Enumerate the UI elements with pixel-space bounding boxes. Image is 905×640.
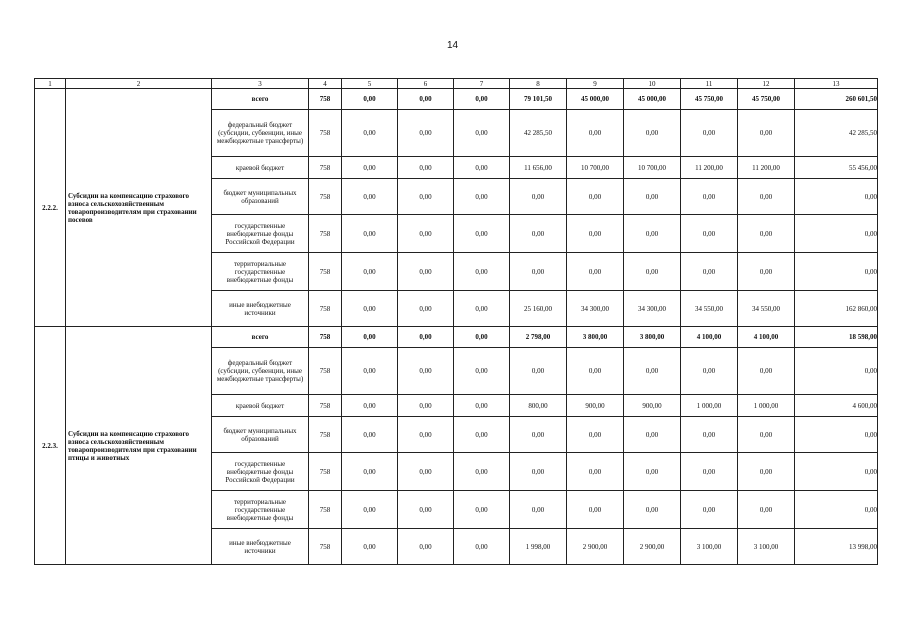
- amount-cell: 0,00: [510, 348, 567, 395]
- total-amount: 260 601,50: [795, 89, 878, 110]
- amount-cell: 0,00: [398, 453, 454, 491]
- amount-cell: 0,00: [681, 491, 738, 529]
- amount-cell: 900,00: [567, 395, 624, 417]
- amount-cell: 79 101,50: [510, 89, 567, 110]
- grbs-code: 758: [309, 215, 342, 253]
- amount-cell: 3 800,00: [567, 327, 624, 348]
- grbs-code: 758: [309, 327, 342, 348]
- amount-cell: 0,00: [342, 491, 398, 529]
- amount-cell: 0,00: [567, 110, 624, 157]
- column-number: 2: [66, 79, 212, 89]
- amount-cell: 0,00: [454, 327, 510, 348]
- total-amount: 55 456,00: [795, 157, 878, 179]
- item-description: Субсидии на компенсацию страхового взноса сельскохозяйственным товаропроизводителям при страховании посевов: [66, 89, 212, 327]
- amount-cell: 0,00: [398, 491, 454, 529]
- amount-cell: 1 998,00: [510, 529, 567, 565]
- amount-cell: 0,00: [398, 529, 454, 565]
- column-number: 3: [212, 79, 309, 89]
- amount-cell: 0,00: [342, 215, 398, 253]
- item-code: 2.2.2.: [35, 89, 66, 327]
- funding-source: краевой бюджет: [212, 157, 309, 179]
- funding-source: бюджет муниципальных образований: [212, 417, 309, 453]
- amount-cell: 0,00: [738, 215, 795, 253]
- amount-cell: 0,00: [342, 529, 398, 565]
- grbs-code: 758: [309, 417, 342, 453]
- amount-cell: 0,00: [681, 348, 738, 395]
- amount-cell: 0,00: [454, 110, 510, 157]
- amount-cell: 0,00: [454, 395, 510, 417]
- amount-cell: 0,00: [342, 89, 398, 110]
- amount-cell: 0,00: [624, 453, 681, 491]
- funding-source: территориальные государственные внебюджетные фонды: [212, 491, 309, 529]
- amount-cell: 3 100,00: [681, 529, 738, 565]
- column-number: 7: [454, 79, 510, 89]
- funding-source: краевой бюджет: [212, 395, 309, 417]
- grbs-code: 758: [309, 348, 342, 395]
- amount-cell: 0,00: [681, 453, 738, 491]
- column-number: 10: [624, 79, 681, 89]
- amount-cell: 3 100,00: [738, 529, 795, 565]
- amount-cell: 45 750,00: [681, 89, 738, 110]
- amount-cell: 0,00: [342, 291, 398, 327]
- amount-cell: 0,00: [567, 453, 624, 491]
- amount-cell: 0,00: [624, 348, 681, 395]
- amount-cell: 0,00: [624, 215, 681, 253]
- column-number: 1: [35, 79, 66, 89]
- grbs-code: 758: [309, 395, 342, 417]
- grbs-code: 758: [309, 529, 342, 565]
- total-amount: 42 285,50: [795, 110, 878, 157]
- page-number: 14: [446, 40, 459, 51]
- amount-cell: 34 300,00: [624, 291, 681, 327]
- total-amount: 13 998,00: [795, 529, 878, 565]
- amount-cell: 11 656,00: [510, 157, 567, 179]
- item-description: Субсидии на компенсацию страхового взноса сельскохозяйственным товаропроизводителям при страховании птицы и животных: [66, 327, 212, 565]
- amount-cell: 0,00: [398, 291, 454, 327]
- amount-cell: 0,00: [454, 291, 510, 327]
- amount-cell: 0,00: [454, 453, 510, 491]
- grbs-code: 758: [309, 110, 342, 157]
- table-row: [35, 327, 878, 348]
- amount-cell: 0,00: [738, 110, 795, 157]
- column-number: 12: [738, 79, 795, 89]
- column-number: 6: [398, 79, 454, 89]
- amount-cell: 0,00: [738, 491, 795, 529]
- funding-source: бюджет муниципальных образований: [212, 179, 309, 215]
- amount-cell: 34 550,00: [738, 291, 795, 327]
- grbs-code: 758: [309, 253, 342, 291]
- total-amount: 0,00: [795, 179, 878, 215]
- total-amount: 0,00: [795, 253, 878, 291]
- amount-cell: 0,00: [681, 215, 738, 253]
- grbs-code: 758: [309, 291, 342, 327]
- amount-cell: 1 000,00: [738, 395, 795, 417]
- amount-cell: 0,00: [398, 417, 454, 453]
- grbs-code: 758: [309, 491, 342, 529]
- amount-cell: 0,00: [567, 417, 624, 453]
- funding-source: федеральный бюджет (субсидии, субвенции, иные межбюджетные трансферты): [212, 110, 309, 157]
- amount-cell: 10 700,00: [567, 157, 624, 179]
- amount-cell: 0,00: [510, 179, 567, 215]
- grbs-code: 758: [309, 157, 342, 179]
- amount-cell: 0,00: [342, 157, 398, 179]
- amount-cell: 2 900,00: [567, 529, 624, 565]
- funding-source: государственные внебюджетные фонды Российской Федерации: [212, 453, 309, 491]
- amount-cell: 800,00: [510, 395, 567, 417]
- table-row: [35, 89, 878, 110]
- amount-cell: 0,00: [567, 348, 624, 395]
- amount-cell: 0,00: [510, 253, 567, 291]
- amount-cell: 45 000,00: [567, 89, 624, 110]
- funding-source: государственные внебюджетные фонды Российской Федерации: [212, 215, 309, 253]
- column-number: 8: [510, 79, 567, 89]
- total-amount: 0,00: [795, 215, 878, 253]
- funding-source: территориальные государственные внебюджетные фонды: [212, 253, 309, 291]
- funding-source: всего: [212, 327, 309, 348]
- amount-cell: 0,00: [624, 179, 681, 215]
- amount-cell: 0,00: [681, 179, 738, 215]
- amount-cell: 0,00: [738, 348, 795, 395]
- amount-cell: 0,00: [567, 491, 624, 529]
- column-number: 11: [681, 79, 738, 89]
- amount-cell: 0,00: [681, 110, 738, 157]
- amount-cell: 0,00: [342, 110, 398, 157]
- grbs-code: 758: [309, 179, 342, 215]
- amount-cell: 0,00: [454, 179, 510, 215]
- total-amount: 0,00: [795, 491, 878, 529]
- amount-cell: 0,00: [398, 395, 454, 417]
- column-number-row: [35, 79, 878, 89]
- amount-cell: 34 300,00: [567, 291, 624, 327]
- amount-cell: 0,00: [398, 157, 454, 179]
- amount-cell: 0,00: [342, 348, 398, 395]
- amount-cell: 0,00: [454, 491, 510, 529]
- total-amount: 162 860,00: [795, 291, 878, 327]
- amount-cell: 0,00: [454, 348, 510, 395]
- funding-source: иные внебюджетные источники: [212, 291, 309, 327]
- grbs-code: 758: [309, 89, 342, 110]
- amount-cell: 0,00: [454, 253, 510, 291]
- column-number: 4: [309, 79, 342, 89]
- amount-cell: 0,00: [454, 89, 510, 110]
- amount-cell: 0,00: [624, 253, 681, 291]
- amount-cell: 0,00: [454, 529, 510, 565]
- funding-source: всего: [212, 89, 309, 110]
- amount-cell: 0,00: [624, 417, 681, 453]
- amount-cell: 25 160,00: [510, 291, 567, 327]
- amount-cell: 42 285,50: [510, 110, 567, 157]
- amount-cell: 0,00: [510, 491, 567, 529]
- amount-cell: 2 900,00: [624, 529, 681, 565]
- amount-cell: 0,00: [738, 417, 795, 453]
- amount-cell: 0,00: [342, 417, 398, 453]
- funding-source: федеральный бюджет (субсидии, субвенции, иные межбюджетные трансферты): [212, 348, 309, 395]
- amount-cell: 0,00: [681, 417, 738, 453]
- amount-cell: 11 200,00: [738, 157, 795, 179]
- amount-cell: 0,00: [398, 110, 454, 157]
- total-amount: 0,00: [795, 417, 878, 453]
- amount-cell: 0,00: [342, 179, 398, 215]
- grbs-code: 758: [309, 453, 342, 491]
- amount-cell: 0,00: [681, 253, 738, 291]
- amount-cell: 0,00: [342, 453, 398, 491]
- column-number: 5: [342, 79, 398, 89]
- total-amount: 0,00: [795, 453, 878, 491]
- amount-cell: 0,00: [738, 453, 795, 491]
- amount-cell: 0,00: [342, 327, 398, 348]
- item-code: 2.2.3.: [35, 327, 66, 565]
- total-amount: 0,00: [795, 348, 878, 395]
- amount-cell: 900,00: [624, 395, 681, 417]
- total-amount: 4 600,00: [795, 395, 878, 417]
- amount-cell: 0,00: [342, 395, 398, 417]
- amount-cell: 4 100,00: [738, 327, 795, 348]
- amount-cell: 0,00: [398, 179, 454, 215]
- amount-cell: 0,00: [624, 491, 681, 529]
- amount-cell: 1 000,00: [681, 395, 738, 417]
- total-amount: 18 598,00: [795, 327, 878, 348]
- amount-cell: 11 200,00: [681, 157, 738, 179]
- amount-cell: 0,00: [398, 89, 454, 110]
- amount-cell: 0,00: [567, 215, 624, 253]
- amount-cell: 0,00: [510, 215, 567, 253]
- amount-cell: 45 000,00: [624, 89, 681, 110]
- column-number: 9: [567, 79, 624, 89]
- amount-cell: 0,00: [398, 348, 454, 395]
- funding-source: иные внебюджетные источники: [212, 529, 309, 565]
- amount-cell: 0,00: [454, 215, 510, 253]
- amount-cell: 0,00: [567, 253, 624, 291]
- amount-cell: 3 800,00: [624, 327, 681, 348]
- amount-cell: 0,00: [454, 157, 510, 179]
- amount-cell: 45 750,00: [738, 89, 795, 110]
- amount-cell: 34 550,00: [681, 291, 738, 327]
- amount-cell: 0,00: [398, 327, 454, 348]
- amount-cell: 0,00: [624, 110, 681, 157]
- budget-table: [34, 78, 878, 565]
- amount-cell: 4 100,00: [681, 327, 738, 348]
- amount-cell: 0,00: [398, 215, 454, 253]
- amount-cell: 0,00: [398, 253, 454, 291]
- amount-cell: 0,00: [567, 179, 624, 215]
- amount-cell: 0,00: [738, 253, 795, 291]
- amount-cell: 0,00: [454, 417, 510, 453]
- column-number: 13: [795, 79, 878, 89]
- amount-cell: 10 700,00: [624, 157, 681, 179]
- amount-cell: 2 798,00: [510, 327, 567, 348]
- amount-cell: 0,00: [510, 453, 567, 491]
- amount-cell: 0,00: [510, 417, 567, 453]
- amount-cell: 0,00: [342, 253, 398, 291]
- amount-cell: 0,00: [738, 179, 795, 215]
